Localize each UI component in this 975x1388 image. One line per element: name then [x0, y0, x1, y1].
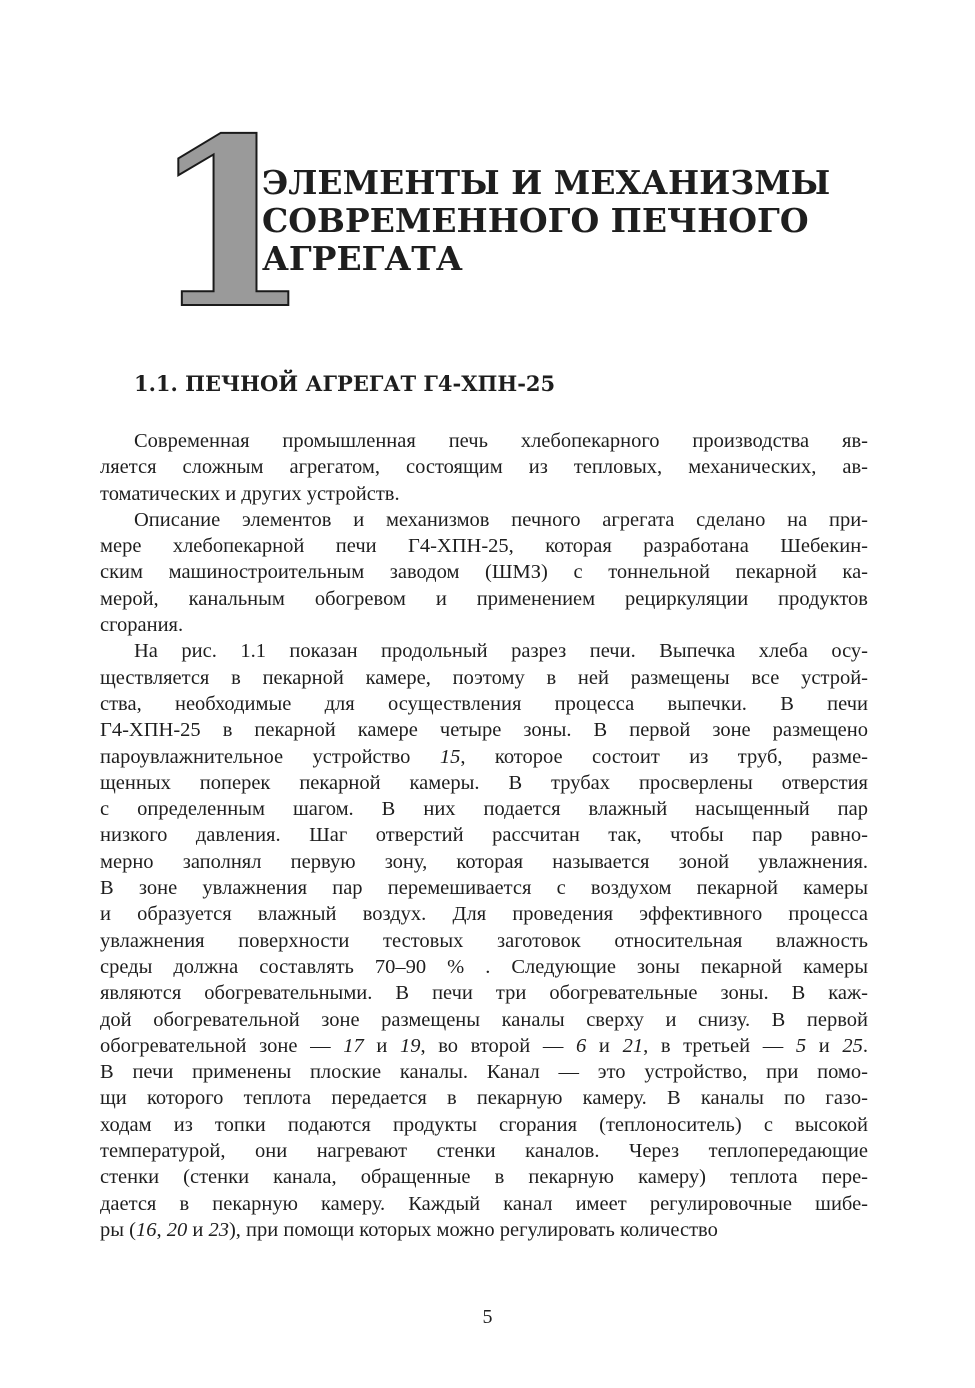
paragraph [100, 428, 868, 507]
text-line: дой обогревательной зоне размещены каналы сверху и снизу. В первой [100, 1008, 868, 1031]
section-heading: 1.1. ПЕЧНОЙ АГРЕГАТ Г4-ХПН-25 [134, 371, 556, 396]
figure-reference: 19 [399, 1034, 421, 1057]
figure-reference: 15 [439, 745, 461, 768]
text-line: ры (16, 20 и 23), при помощи которых можно регулировать количество [100, 1218, 718, 1241]
text-line: являются обогревательными. В печи три обогревательные зоны. В каж- [100, 982, 868, 1005]
text-line: стенки (стенки канала, обращенные в пекарную камеру) теплота пере- [100, 1166, 868, 1189]
text-line: ляется сложным агрегатом, состоящим из тепловых, механических, ав- [100, 456, 868, 479]
figure-reference: 25 [842, 1034, 863, 1057]
text-line: На рис. 1.1 показан продольный разрез печи. Выпечка хлеба осу- [134, 640, 868, 663]
figure-reference: 16 [135, 1218, 157, 1241]
text-line: низкого давления. Шаг отверстий рассчитан так, чтобы пар равно- [100, 824, 868, 847]
text-line: увлажнения поверхности тестовых заготовок относительная влажность [100, 929, 868, 952]
text-line: среды должна составлять 70–90 % . Следующие зоны пекарной камеры [100, 955, 868, 978]
text-line: обогревательной зоне — 17 и 19, во второй — 6 и 21, в третьей — 5 и 25. [100, 1034, 868, 1057]
text-line: Современная промышленная печь хлебопекарного производства яв- [134, 430, 868, 452]
body-text [100, 428, 868, 1243]
chapter-number: 1 [150, 87, 312, 360]
text-line: мере хлебопекарной печи Г4-ХПН-25, которая разработана Шебекин- [100, 535, 868, 558]
paragraph [100, 507, 868, 638]
figure-reference: 21 [622, 1034, 644, 1057]
text-line: и образуется влажный воздух. Для проведения эффективного процесса [100, 903, 868, 926]
text-line: щи которого теплота передается в пекарную камеру. В каналы по газо- [100, 1087, 868, 1110]
chapter-title-line: ЭЛЕМЕНТЫ И МЕХАНИЗМЫ [262, 163, 831, 202]
page-number: 5 [482, 1306, 493, 1328]
paragraph [100, 638, 868, 1243]
text-line: ществляется в пекарной камере, поэтому в ней размещены все устрой- [100, 666, 868, 689]
text-line: мерно заполнял первую зону, которая называется зоной увлажнения. [100, 850, 868, 873]
text-line: томатических и других устройств. [100, 482, 400, 505]
text-line: ства, необходимые для осуществления процесса выпечки. В печи [100, 692, 868, 715]
chapter-title [262, 164, 882, 278]
text-line: температурой, они нагревают стенки каналов. Через теплопередающие [100, 1140, 868, 1163]
text-line: Описание элементов и механизмов печного агрегата сделано на при- [134, 508, 868, 531]
chapter-title-line: АГРЕГАТА [262, 239, 463, 278]
text-line: ходам из топки подаются продукты сгорания (теплоноситель) с высокой [100, 1113, 868, 1136]
text-line: сгорания. [100, 614, 184, 637]
text-line: пароувлажнительное устройство 15, которое состоит из труб, разме- [100, 745, 868, 768]
text-line: Г4-ХПН-25 в пекарной камере четыре зоны. В первой зоне размещено [100, 719, 868, 742]
figure-reference: 20 [166, 1218, 188, 1241]
text-line: В зоне увлажнения пар перемешивается с воздухом пекарной камеры [100, 877, 868, 900]
figure-reference: 23 [208, 1218, 229, 1241]
text-line: с определенным шагом. В них подается влажный насыщенный пар [100, 798, 868, 821]
text-line: мерой, канальным обогревом и применением рециркуляции продуктов [100, 587, 868, 610]
text-line: В печи применены плоские каналы. Канал — это устройство, при помо- [100, 1061, 868, 1084]
text-line: щенных поперек пекарной камеры. В трубах просверлены отверстия [100, 771, 868, 794]
chapter-title-line: СОВРЕМЕННОГО ПЕЧНОГО [262, 201, 809, 240]
text-line: дается в пекарную камеру. Каждый канал имеет регулировочные шибе- [100, 1192, 868, 1215]
figure-reference: 17 [343, 1034, 364, 1057]
figure-reference: 5 [795, 1034, 807, 1057]
text-line: ским машиностроительным заводом (ШМЗ) с тоннельной пекарной ка- [100, 561, 868, 584]
figure-reference: 6 [576, 1034, 587, 1057]
